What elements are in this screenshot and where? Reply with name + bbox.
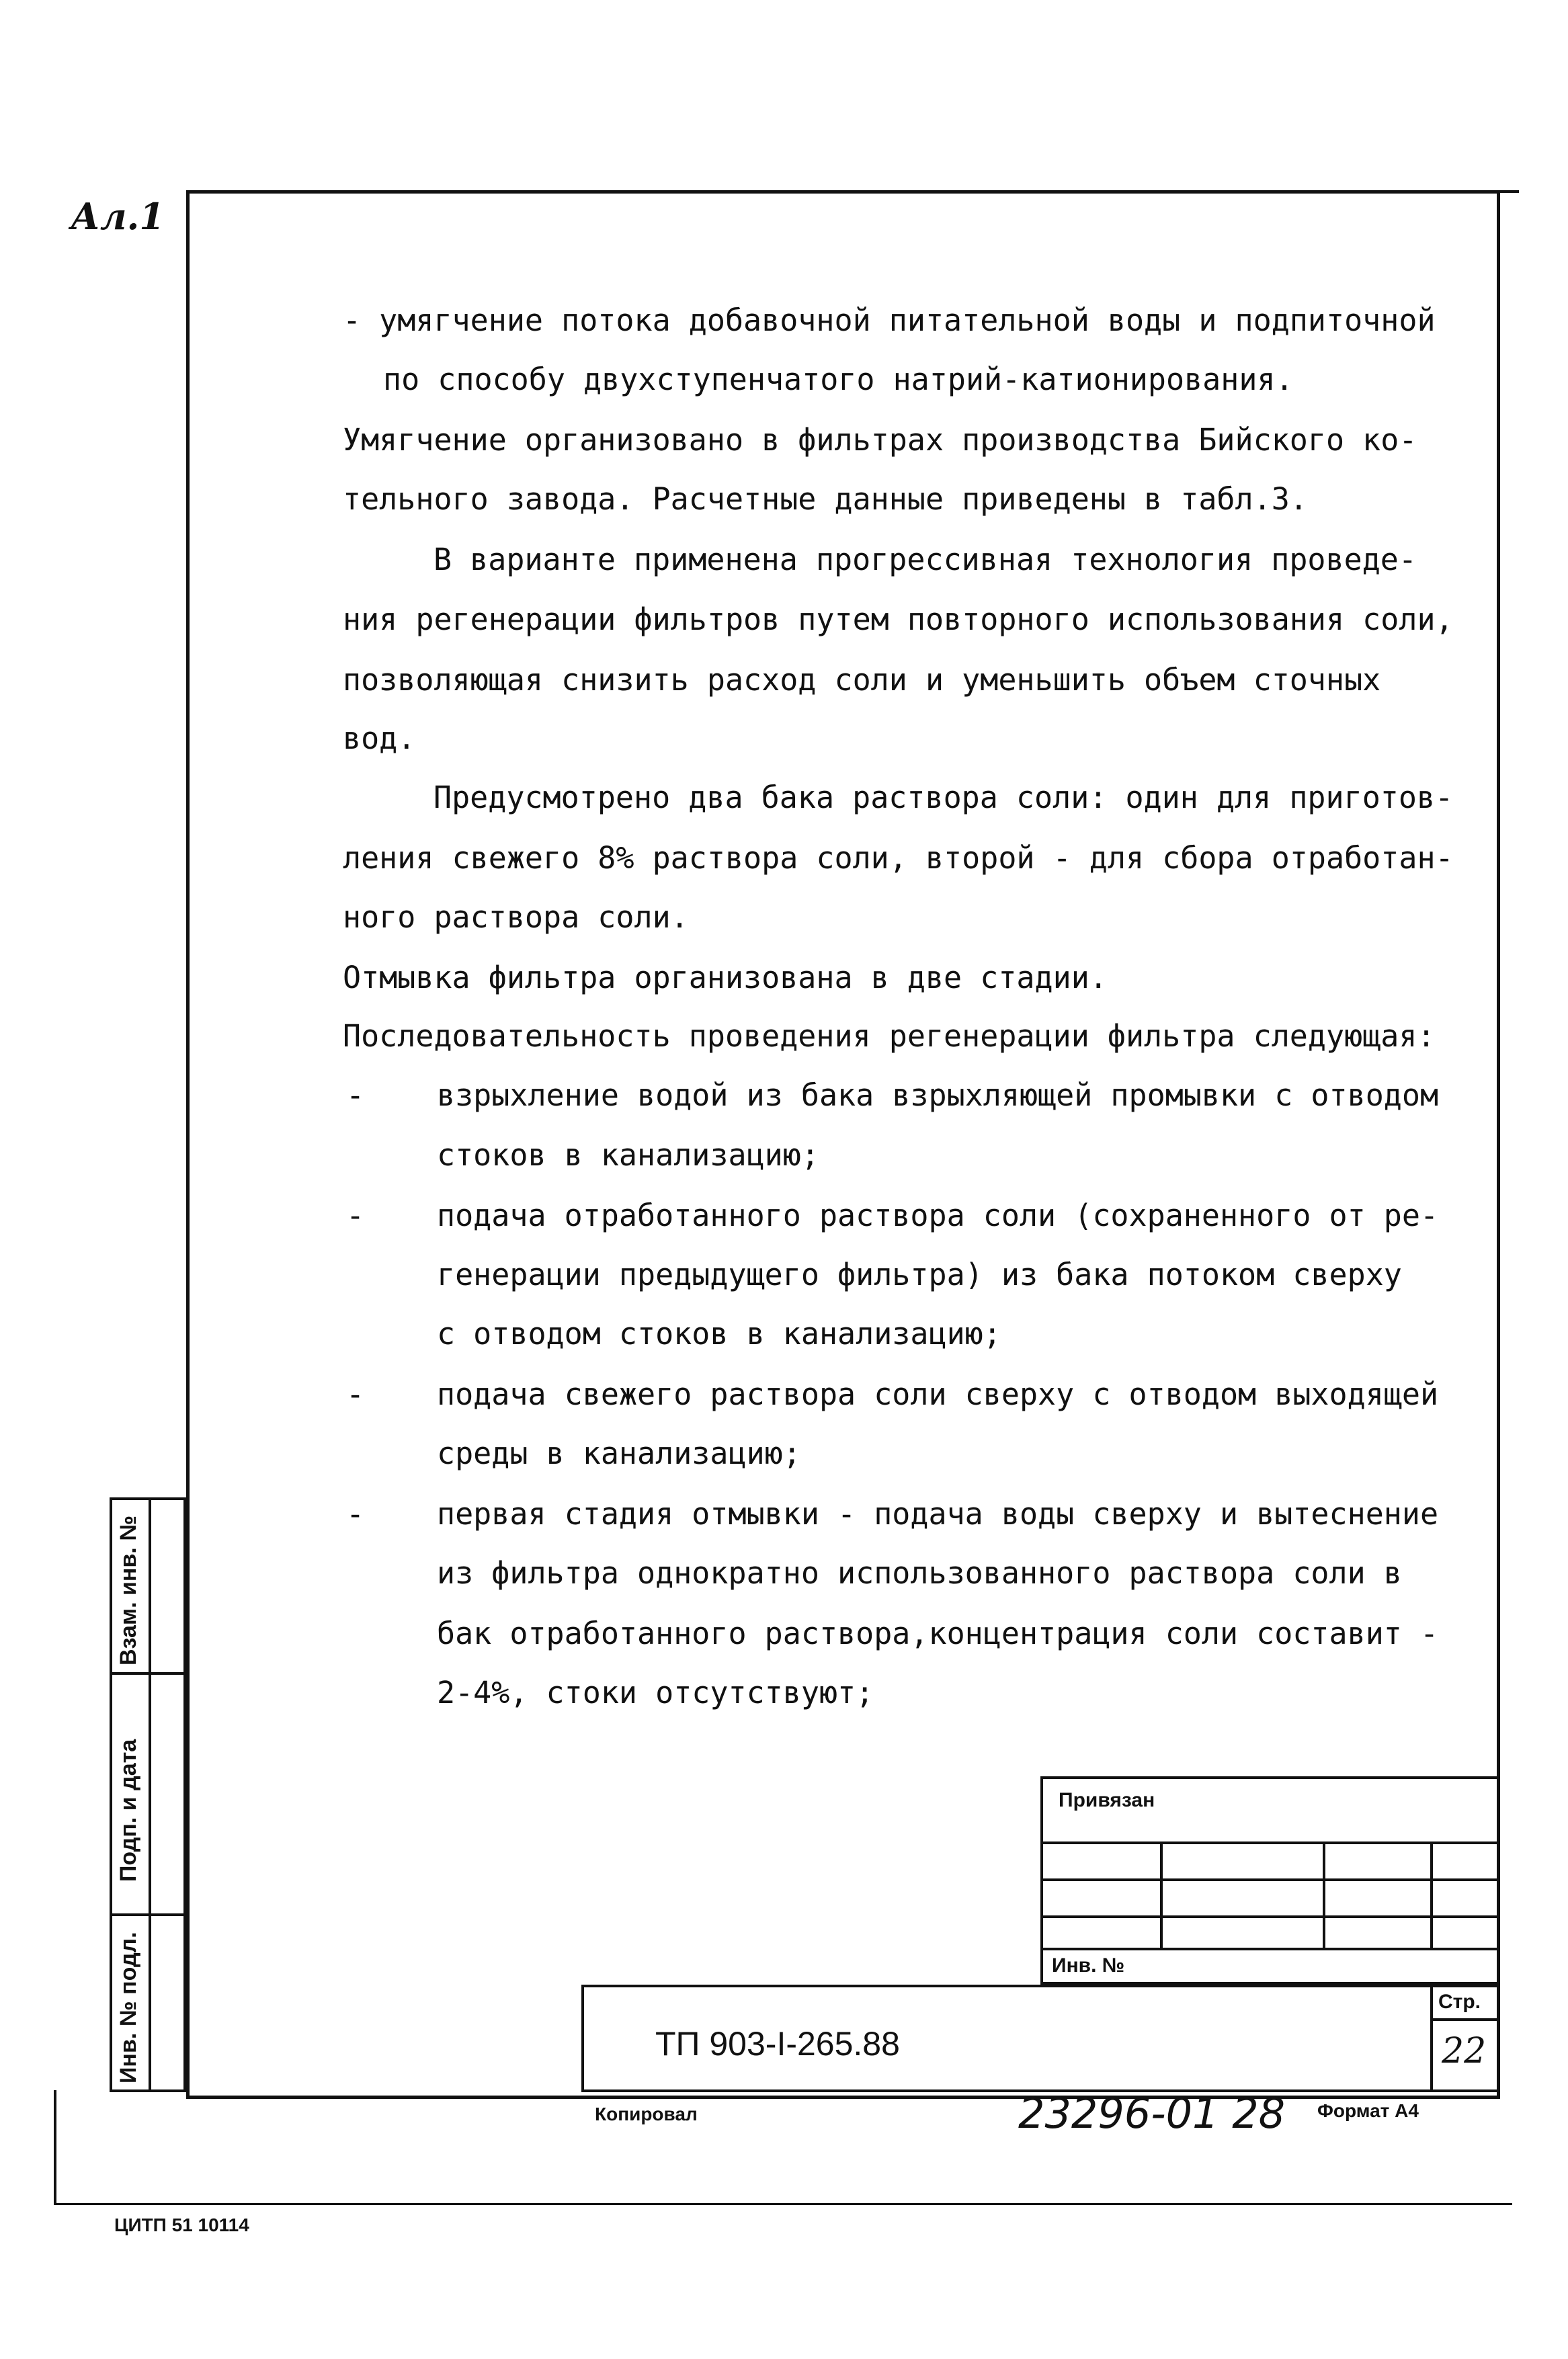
binding-col-line: [1323, 1841, 1325, 1948]
binding-col-line: [1430, 1841, 1433, 1948]
list-item-line: стоков в канализацию;: [437, 1137, 819, 1173]
list-marker: -: [346, 1077, 365, 1113]
stamp-divider: [110, 1913, 186, 1916]
paragraph-line: - умягчение потока добавочной питательной воды и подпиточной: [343, 302, 1436, 338]
format-label: Формат А4: [1317, 2100, 1419, 2121]
paragraph-line: по способу двухступенчатого натрий-катионирования.: [383, 362, 1294, 397]
page-number: 22: [1442, 2031, 1487, 2071]
list-marker: -: [346, 1376, 365, 1412]
stamp-podp-label: Подп. и дата: [116, 1739, 141, 1882]
stamp-vzam-label: Взам. инв. №: [116, 1515, 141, 1665]
paragraph-line: вод.: [343, 720, 416, 756]
paragraph-line: ния регенерации фильтров путем повторного использования соли,: [343, 602, 1454, 637]
page-col-line: [1430, 1985, 1433, 2092]
paragraph-line: Умягчение организовано в фильтрах производства Бийского ко-: [343, 422, 1417, 458]
list-item-line: подача свежего раствора соли сверху с отводом выходящей: [437, 1376, 1439, 1412]
paragraph-line: Отмывка фильтра организована в две стадии.: [343, 960, 1108, 995]
list-marker: -: [346, 1198, 365, 1233]
cut-line-vertical: [54, 2090, 56, 2204]
list-item-line: первая стадия отмывки - подача воды сверху и вытеснение: [437, 1496, 1439, 1532]
list-item-line: генерации предыдущего фильтра) из бака потоком сверху: [437, 1257, 1402, 1292]
paragraph-line: ного раствора соли.: [343, 899, 689, 935]
kopiroval-label: Копировал: [595, 2104, 698, 2124]
list-item-line: среды в канализацию;: [437, 1436, 801, 1471]
print-mark: ЦИТП 51 10114: [114, 2215, 249, 2235]
cut-line-horizontal: [54, 2203, 1512, 2205]
inv-no-label: Инв. №: [1052, 1954, 1125, 1977]
stamp-divider: [110, 1672, 186, 1675]
page-row-line: [1430, 2018, 1500, 2021]
paragraph-line: В варианте применена прогрессивная технология проведе-: [434, 542, 1417, 577]
paragraph-line: позволяющая снизить расход соли и уменьшить объем сточных: [343, 662, 1381, 698]
stamp-inv-label: Инв. № подл.: [116, 1932, 141, 2083]
copy-number: 23296-01 28: [1018, 2089, 1286, 2138]
str-label: Стр.: [1438, 1991, 1481, 2013]
sheet-mark: Ал.1: [71, 195, 165, 238]
frame-tick: [1479, 190, 1519, 193]
list-item-line: из фильтра однократно использованного раствора соли в: [437, 1555, 1402, 1591]
list-item-line: с отводом стоков в канализацию;: [437, 1316, 1001, 1352]
list-item-line: подача отработанного раствора соли (сохраненного от ре-: [437, 1198, 1439, 1233]
paragraph-line: ления свежего 8% раствора соли, второй - для сбора отработан-: [343, 840, 1454, 876]
privyazan-label: Привязан: [1059, 1789, 1155, 1811]
list-item-line: взрыхление водой из бака взрыхляющей промывки с отводом: [437, 1077, 1439, 1113]
list-marker: -: [346, 1496, 365, 1532]
stamp-divider: [149, 1497, 151, 2092]
binding-col-line: [1160, 1841, 1163, 1948]
list-item-line: бак отработанного раствора,концентрация соли составит -: [437, 1616, 1439, 1651]
paragraph-line: тельного завода. Расчетные данные приведены в табл.3.: [343, 481, 1308, 517]
paragraph-line: Последовательность проведения регенерации фильтра следующая:: [343, 1018, 1436, 1054]
paragraph-line: Предусмотрено два бака раствора соли: один для приготов-: [434, 780, 1454, 815]
doc-code: ТП 903-I-265.88: [655, 2025, 900, 2063]
binding-row-line: [1040, 1948, 1500, 1950]
list-item-line: 2-4%, стоки отсутствуют;: [437, 1675, 874, 1710]
